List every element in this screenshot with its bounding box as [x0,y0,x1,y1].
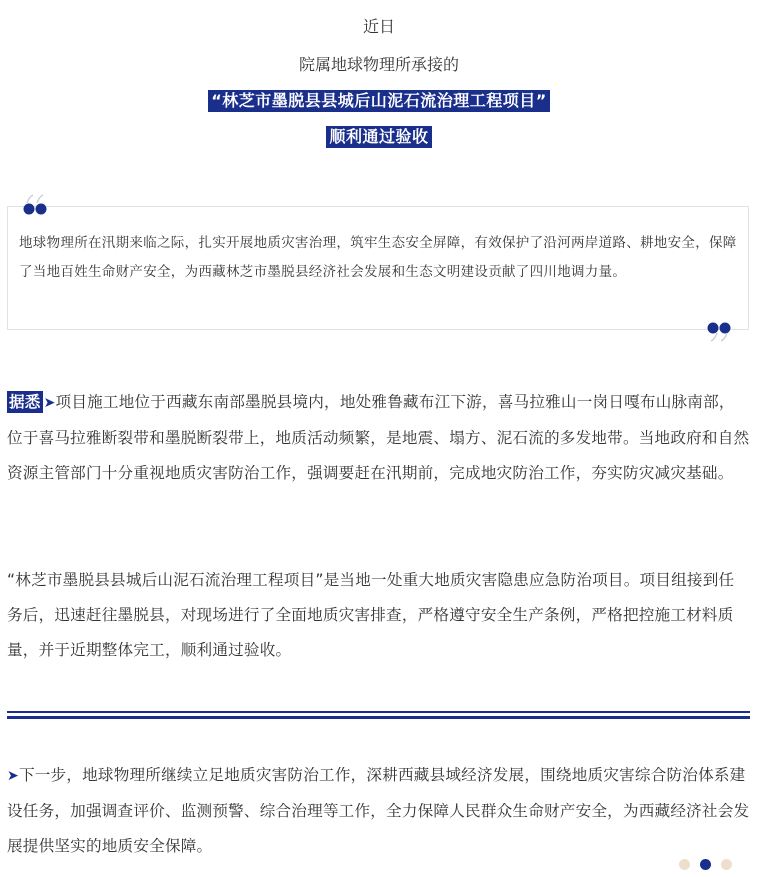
headline-project-name-text: “林芝市墨脱县县城后山泥石流治理工程项目” [208,90,550,112]
headline-accepted-text: 顺利通过验收 [326,126,431,148]
decor-dot-left [679,859,690,870]
arrow-right-icon: ➤ [7,768,19,784]
section-divider-thin [7,711,750,713]
headline-project-name [0,90,758,112]
paragraph-project-location [7,385,750,491]
decor-dot-center [700,859,711,870]
intro-line-recent: 近日 [362,17,395,36]
headline-accepted [0,126,758,148]
quote-text: 地球物理所在汛期来临之际，扎实开展地质灾害治理，筑牢生态安全屏障，有效保护了沿河两岸道路、耕地安全，保障了当地百姓生命财产安全，为西藏林芝市墨脱县经济社会发展和生态文明建设贡献了四川地调力量。 [19,235,737,280]
section-divider-thick [7,716,750,719]
arrow-right-icon: ➤ [43,395,56,411]
decor-dot-right [721,859,732,870]
intro-line-institute: 院属地球物理所承接的 [298,55,459,74]
quote-open-icon [22,194,48,216]
tag-reportedly: 据悉 [9,393,41,411]
paragraph-project-description: “林芝市墨脱县县城后山泥石流治理工程项目”是当地一处重大地质灾害隐患应急防治项目。项目组接到任务后，迅速赶往墨脱县，对现场进行了全面地质灾害排查，严格遵守安全生产条例，严格把控施工材料质量，并于近期整体完工，顺利通过验收。 [7,571,735,659]
quote-close-icon [706,320,732,342]
paragraph-next-steps-text: 下一步，地球物理所继续立足地质灾害防治工作，深耕西藏县域经济发展，围绕地质灾害综合防治体系建设任务，加强调查评价、监测预警、综合治理等工作，全力保障人民群众生命财产安全，为西藏经济社会发展提供坚实的地质安全保障。 [7,766,750,855]
paragraph-project-location-text: 项目施工地位于西藏东南部墨脱县境内，地处雅鲁藏布江下游，喜马拉雅山一岗日嘎布山脉南部，位于喜马拉雅断裂带和墨脱断裂带上，地质活动频繁，是地震、塌方、泥石流的多发地带。当地政府和自然资源主管部门十分重视地质灾害防治工作，强调要赶在汛期前，完成地灾防治工作，夯实防灾减灾基础。 [7,393,750,482]
paragraph-next-steps [7,758,750,864]
